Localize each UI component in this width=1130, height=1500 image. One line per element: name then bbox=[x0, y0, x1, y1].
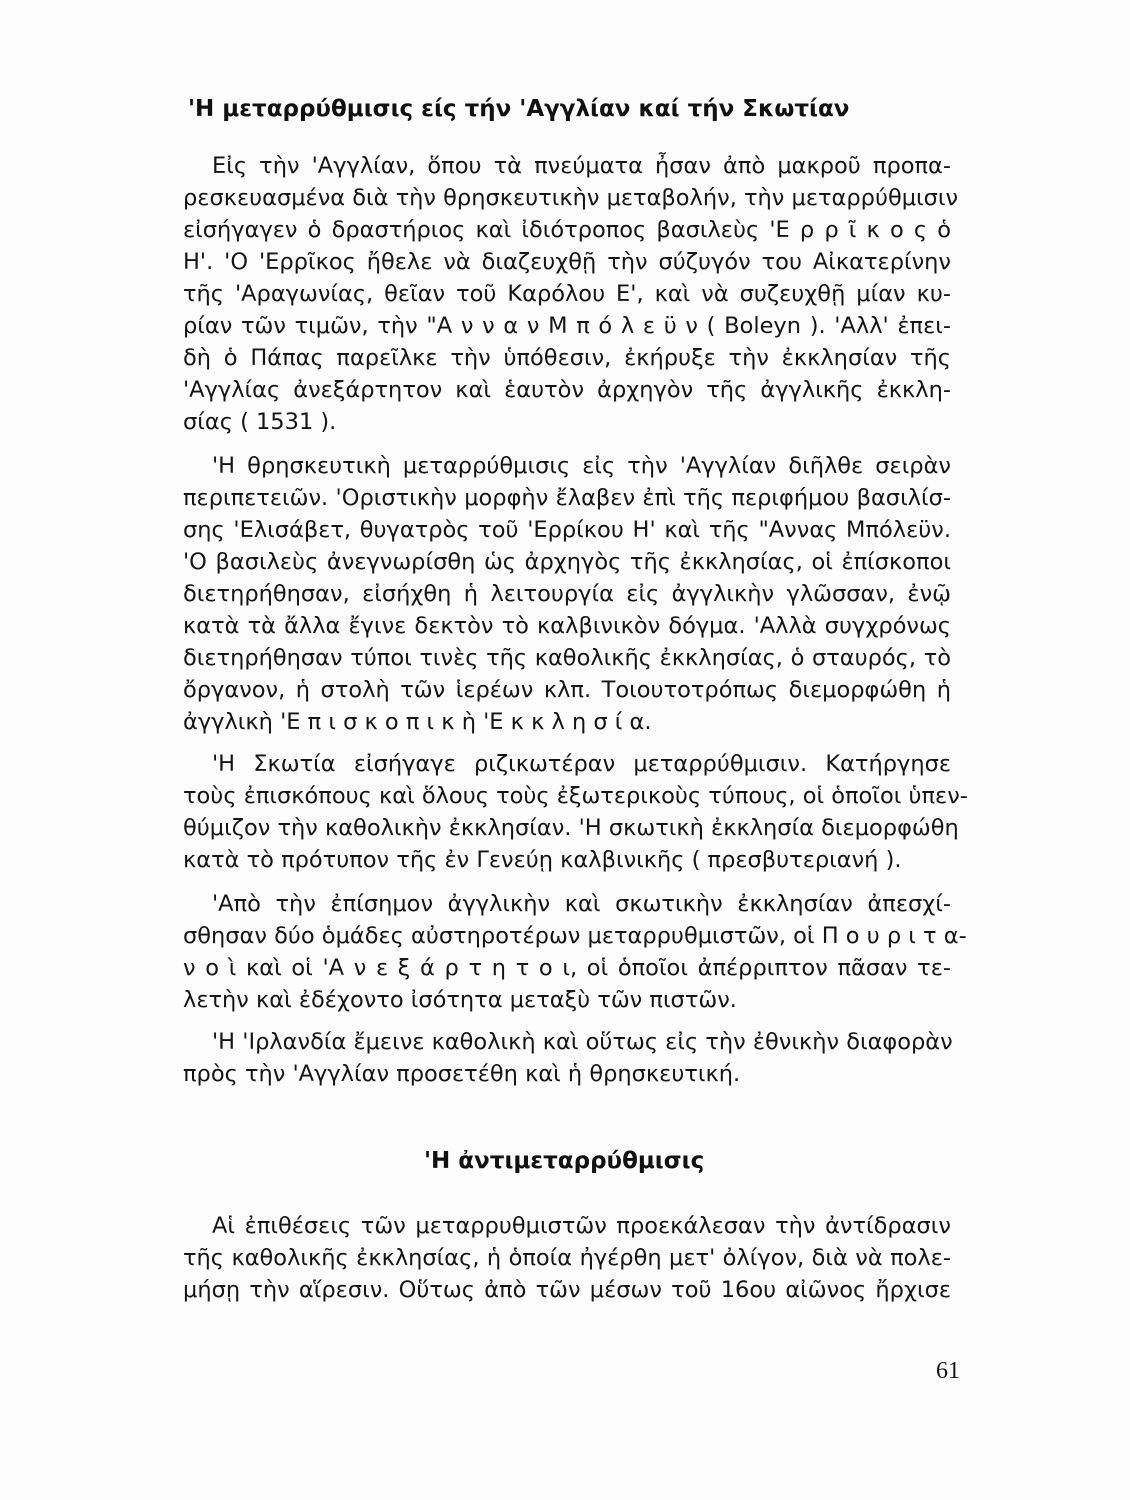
text-line: τῆς καθολικῆς ἐκκλησίας, ἡ ὁποία ἠγέρθη μετ' ὀλίγον, διὰ νὰ πολε- bbox=[183, 1245, 951, 1271]
text-line: τῆς 'Αραγωνίας, θεῖαν τοῦ Καρόλου Ε', καὶ νὰ συζευχθῇ μίαν κυ- bbox=[183, 281, 951, 307]
text-line: περιπετειῶν. 'Οριστικὴν μορφὴν ἔλαβεν ἐπὶ τῆς περιφήμου βασιλίσ- bbox=[183, 485, 951, 511]
text-line: ρίαν τῶν τιμῶν, τὴν "Α ν ν α ν Μ π ό λ ε ϋ ν ( Boleyn ). 'Αλλ' ἐπει- bbox=[183, 313, 951, 339]
text-line: Η'. 'Ο 'Ερρῖκος ἤθελε νὰ διαζευχθῇ τὴν σύζυγόν του Αἰκατερίνην bbox=[183, 249, 951, 275]
text-line: Εἰς τὴν 'Αγγλίαν, ὅπου τὰ πνεύματα ἦσαν ἀπὸ μακροῦ προπα- bbox=[212, 153, 951, 179]
text-line: 'Αγγλίας ἀνεξάρτητον καὶ ἑαυτὸν ἀρχηγὸν τῆς ἀγγλικῆς ἐκκλη- bbox=[183, 377, 951, 403]
text-line: διετηρήθησαν, εἰσήχθη ἡ λειτουργία εἰς ἀγγλικὴν γλῶσσαν, ἐνῷ bbox=[183, 581, 951, 607]
text-line: κατὰ τὸ πρότυπον τῆς ἐν Γενεύῃ καλβινικῆς ( πρεσβυτεριανή ). bbox=[183, 847, 902, 873]
text-line: Αἱ ἐπιθέσεις τῶν μεταρρυθμιστῶν προεκάλεσαν τὴν ἀντίδρασιν bbox=[212, 1213, 951, 1239]
section-heading-counter-reformation: 'Η ἀντιμεταρρύθμισις bbox=[424, 1148, 705, 1174]
text-line: λετὴν καὶ ἐδέχοντο ἰσότητα μεταξὺ τῶν πιστῶν. bbox=[183, 987, 737, 1013]
text-line: σης 'Ελισάβετ, θυγατρὸς τοῦ 'Ερρίκου Η' καὶ τῆς "Αννας Μπόλεϋν. bbox=[183, 517, 951, 543]
text-line: κατὰ τὰ ἄλλα ἔγινε δεκτὸν τὸ καλβινικὸν δόγμα. 'Αλλὰ συγχρόνως bbox=[183, 613, 951, 639]
text-line: ρεσκευασμένα διὰ τὴν θρησκευτικὴν μεταβολήν, τὴν μεταρρύθμισιν bbox=[183, 185, 959, 211]
section-heading-reformation-england-scotland: 'Η μεταρρύθμισις είς τήν 'Αγγλίαν καί τήν Σκωτίαν bbox=[188, 96, 850, 122]
text-line: 'Η 'Ιρλανδία ἔμεινε καθολικὴ καὶ οὕτως εἰς τὴν ἐθνικὴν διαφορὰν bbox=[212, 1029, 953, 1055]
text-line: θύμιζον τὴν καθολικὴν ἐκκλησίαν. 'Η σκωτικὴ ἐκκλησία διεμορφώθη bbox=[183, 815, 959, 841]
text-line: 'Η Σκωτία εἰσήγαγε ριζικωτέραν μεταρρύθμισιν. Κατήργησε bbox=[212, 751, 951, 777]
text-line: μήσῃ τὴν αἵρεσιν. Οὕτως ἀπὸ τῶν μέσων τοῦ 16ου αἰῶνος ἤρχισε bbox=[183, 1277, 951, 1303]
text-line: τοὺς ἐπισκόπους καὶ ὅλους τοὺς ἐξωτερικοὺς τύπους, οἱ ὁποῖοι ὑπεν- bbox=[183, 783, 968, 809]
text-line: δὴ ὁ Πάπας παρεῖλκε τὴν ὑπόθεσιν, ἐκήρυξε τὴν ἐκκλησίαν τῆς bbox=[183, 345, 951, 371]
text-line: σθησαν δύο ὁμάδες αὐστηροτέρων μεταρρυθμιστῶν, οἱ Π ο υ ρ ι τ α- bbox=[183, 923, 967, 949]
text-line: 'Απὸ τὴν ἐπίσημον ἀγγλικὴν καὶ σκωτικὴν ἐκκλησίαν ἀπεσχί- bbox=[212, 891, 951, 917]
text-line: ν ο ὶ καὶ οἱ 'Α ν ε ξ ά ρ τ η τ ο ι, οἱ ὁποῖοι ἀπέρριπτον πᾶσαν τε- bbox=[183, 955, 951, 981]
text-line: 'Ο βασιλεὺς ἀνεγνωρίσθη ὡς ἀρχηγὸς τῆς ἐκκλησίας, οἱ ἐπίσκοποι bbox=[183, 549, 951, 575]
page-number: 61 bbox=[936, 1358, 960, 1384]
text-line: διετηρήθησαν τύποι τινὲς τῆς καθολικῆς ἐκκλησίας, ὁ σταυρός, τὸ bbox=[183, 645, 951, 671]
text-line: εἰσήγαγεν ὁ δραστήριος καὶ ἰδιότροπος βασιλεὺς 'Ε ρ ρ ῖ κ ο ς ὁ bbox=[183, 217, 951, 243]
text-line: ὄργανον, ἡ στολὴ τῶν ἱερέων κλπ. Τοιουτοτρόπως διεμορφώθη ἡ bbox=[183, 677, 951, 703]
text-line: πρὸς τὴν 'Αγγλίαν προσετέθη καὶ ἡ θρησκευτική. bbox=[183, 1061, 741, 1087]
text-line: 'Η θρησκευτικὴ μεταρρύθμισις εἰς τὴν 'Αγγλίαν διῆλθε σειρὰν bbox=[212, 453, 951, 479]
text-line: ἀγγλικὴ 'Ε π ι σ κ ο π ι κ ὴ 'Ε κ κ λ η σ ί α. bbox=[183, 709, 652, 735]
text-line: σίας ( 1531 ). bbox=[183, 409, 337, 435]
